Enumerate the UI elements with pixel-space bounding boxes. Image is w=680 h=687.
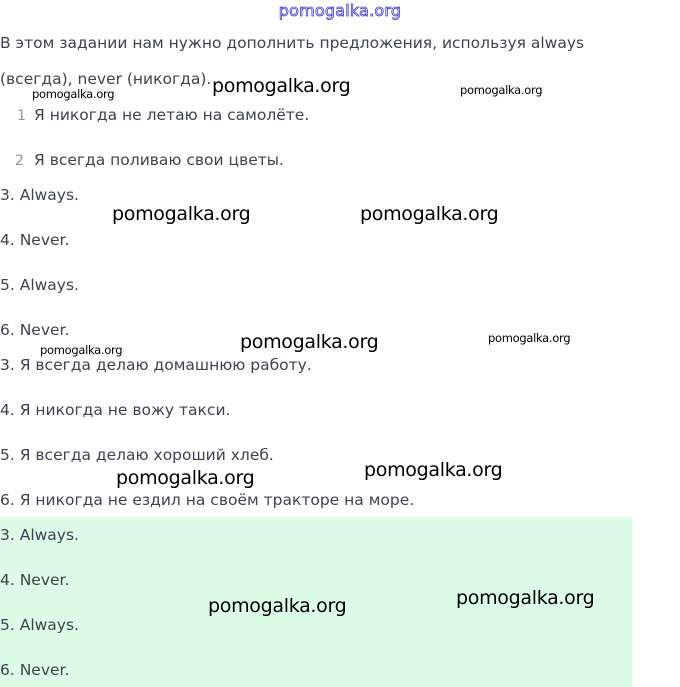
translation-line: 4. Я никогда не вожу такси.	[0, 401, 231, 419]
example-number: 1	[17, 108, 26, 124]
answer-line: 5. Always.	[0, 276, 79, 294]
intro-line-2: (всегда), never (никогда).	[0, 70, 212, 88]
watermark: pomogalka.org	[240, 331, 379, 353]
example-item-1	[0, 104, 309, 127]
watermark: pomogalka.org	[460, 83, 543, 97]
example-text: Я всегда поливаю свои цветы.	[34, 151, 284, 169]
highlighted-answer-line: 5. Always.	[0, 616, 79, 634]
site-logo[interactable]: pomogalka.org	[278, 1, 402, 20]
watermark: pomogalka.org	[208, 595, 347, 617]
translation-line: 6. Я никогда не ездил на своём тракторе на море.	[0, 491, 415, 509]
answer-line: 6. Never.	[0, 321, 70, 339]
watermark: pomogalka.org	[364, 459, 503, 481]
highlighted-answer-line: 3. Always.	[0, 526, 79, 544]
translation-line: 3. Я всегда делаю домашнюю работу.	[0, 356, 312, 374]
translation-line: 5. Я всегда делаю хороший хлеб.	[0, 446, 274, 464]
watermark: pomogalka.org	[456, 587, 595, 609]
watermark: pomogalka.org	[32, 87, 115, 101]
watermark: pomogalka.org	[40, 343, 123, 357]
answer-line: 3. Always.	[0, 186, 79, 204]
example-item-2	[0, 149, 284, 172]
watermark: pomogalka.org	[116, 467, 255, 489]
watermark: pomogalka.org	[360, 203, 499, 225]
example-number: 2	[15, 153, 24, 169]
intro-line-1: В этом задании нам нужно дополнить предложения, используя always	[0, 34, 585, 52]
answer-line: 4. Never.	[0, 231, 70, 249]
highlighted-answer-line: 4. Never.	[0, 571, 70, 589]
watermark: pomogalka.org	[488, 331, 571, 345]
highlighted-answer-line: 6. Never.	[0, 661, 70, 679]
example-text: Я никогда не летаю на самолёте.	[34, 106, 310, 124]
watermark: pomogalka.org	[112, 203, 251, 225]
watermark: pomogalka.org	[212, 75, 351, 97]
